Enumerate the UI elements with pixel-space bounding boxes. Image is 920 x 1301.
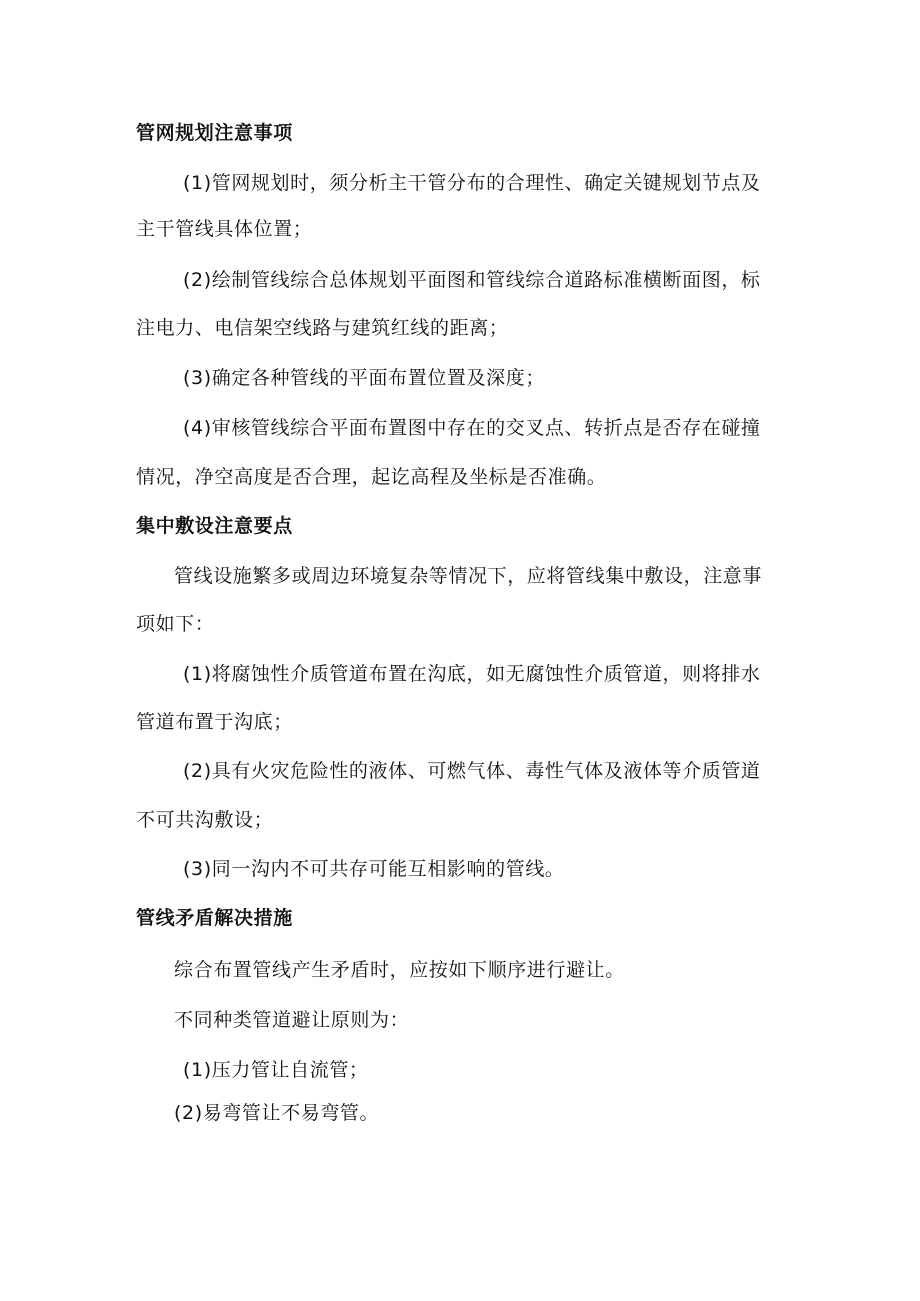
paragraph-line: (3)同一沟内不可共存可能互相影响的管线。	[183, 858, 565, 880]
paragraph-line: 项如下：	[136, 613, 215, 635]
paragraph-line: (4)审核管线综合平面布置图中存在的交叉点、转折点是否存在碰撞	[183, 417, 761, 439]
paragraph-line: 不可共沟敷设；	[136, 809, 274, 831]
paragraph-line: 不同种类管道避让原则为：	[174, 1009, 410, 1031]
paragraph-line: (3)确定各种管线的平面布置位置及深度；	[183, 367, 545, 389]
paragraph-line: (1)将腐蚀性介质管道布置在沟底，如无腐蚀性介质管道，则将排水	[183, 663, 761, 685]
paragraph-line: (2)绘制管线综合总体规划平面图和管线综合道路标准横断面图，标	[183, 269, 761, 291]
paragraph-line: (2)易弯管让不易弯管。	[174, 1102, 380, 1124]
paragraph-line: (1)压力管让自流管；	[183, 1059, 369, 1081]
paragraph-line: 综合布置管线产生矛盾时，应按如下顺序进行避让。	[174, 959, 625, 981]
section-heading-conflict-resolution: 管线矛盾解决措施	[136, 907, 293, 929]
paragraph-line: 管线设施繁多或周边环境复杂等情况下，应将管线集中敷设，注意事	[174, 565, 763, 587]
paragraph-line: 情况，净空高度是否合理，起讫高程及坐标是否准确。	[136, 466, 607, 488]
section-heading-centralized-laying: 集中敷设注意要点	[136, 515, 293, 537]
paragraph-line: 主干管线具体位置；	[136, 218, 313, 240]
paragraph-line: 注电力、电信架空线路与建筑红线的距离；	[136, 317, 509, 339]
paragraph-line: (1)管网规划时，须分析主干管分布的合理性、确定关键规划节点及	[183, 172, 761, 194]
paragraph-line: (2)具有火灾危险性的液体、可燃气体、毒性气体及液体等介质管道	[183, 760, 761, 782]
section-heading-pipe-network-planning: 管网规划注意事项	[136, 122, 293, 144]
paragraph-line: 管道布置于沟底；	[136, 711, 293, 733]
